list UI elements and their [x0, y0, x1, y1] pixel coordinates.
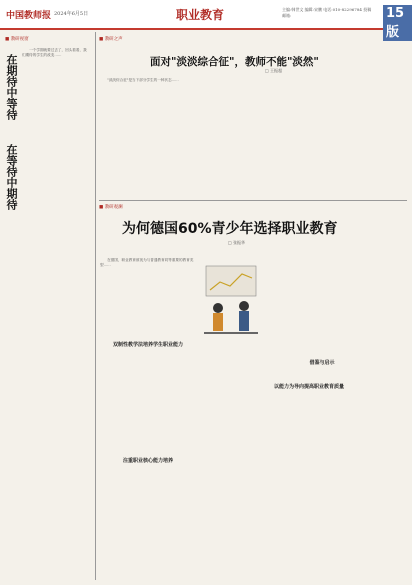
top-article-title: 面对"淡淡综合征"，教师不能"淡然": [150, 56, 319, 68]
left-column-text: 一个学期就要过去了，回头看看，我们期待的学生的改变……: [22, 48, 87, 58]
left-title-line-2: 在等待中期待: [5, 144, 18, 210]
newspaper-logo: 中国教师报: [6, 11, 52, 21]
subheading-3: 以能力为导向提高职业教育质量: [273, 384, 344, 390]
section-divider: [99, 200, 407, 201]
article-illustration: [200, 260, 262, 340]
top-article-label: ■ 教研之声: [99, 36, 123, 43]
subheading-1: 双制性教学法培养学生职业能力: [112, 342, 183, 348]
main-article-label: ■ 教研观澜: [99, 204, 123, 211]
subheading-2: 注重职业核心能力培养: [122, 458, 173, 464]
main-article-text: 在德国，职业教育被视为与普通教育同等重要的教育类型……: [100, 258, 194, 268]
column-divider: [95, 32, 96, 580]
main-article-byline: □ 张振华: [228, 240, 246, 245]
top-article-text: "淡淡综合征"是当下部分学生的一种状态……: [100, 78, 179, 82]
issue-date: 2024年6月5日: [54, 11, 89, 17]
section-title: 职业教育: [176, 8, 225, 22]
left-title-line-1: 在期待中等待: [5, 54, 18, 120]
subheading-4: 借鉴与启示: [309, 360, 335, 366]
left-column-label: ■ 教研视窗: [5, 36, 29, 43]
editor-info: 主编:韩世文 编辑:宋鹏 电话:010-82296784 投稿邮箱:: [282, 7, 372, 18]
top-article-byline: □ 王振超: [265, 68, 283, 73]
main-article-title: 为何德国60%青少年选择职业教育: [122, 221, 338, 237]
page-number: 15版: [383, 5, 412, 41]
